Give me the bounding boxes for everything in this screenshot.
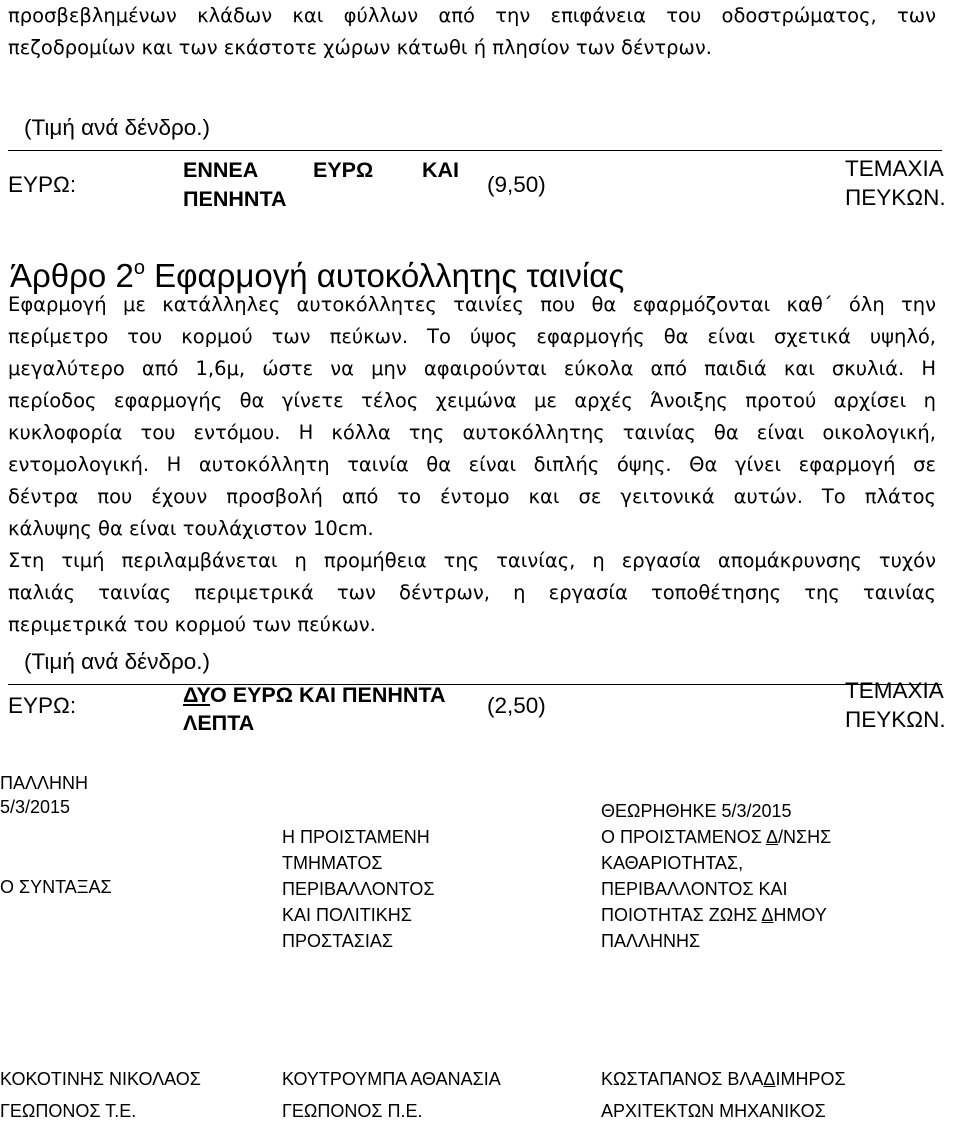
head-title-line: ΚΑΙ ΠΟΛΙΤΙΚΗΣ bbox=[282, 905, 412, 925]
author-role: ΓΕΩΠΟΝΟΣ Τ.Ε. bbox=[0, 1101, 137, 1121]
currency-label: ΕΥΡΩ: bbox=[8, 693, 77, 718]
article-line: μεγαλύτερο από 1,6μ, ώστε να μην αφαιρούνται εύκολα από παιδιά και σκυλιά. Η bbox=[8, 357, 936, 380]
intro-line-1: προσβεβλημένων κλάδων και φύλλων από την επιφάνεια του οδοστρώματος, των bbox=[8, 4, 936, 27]
article-line: κάλυψης θα είναι τουλάχιστον 10cm. bbox=[8, 517, 374, 540]
divider bbox=[8, 684, 942, 685]
intro-line-2: πεζοδρομίων και των εκάστοτε χώρων κάτωθι ή πλησίον των δέντρων. bbox=[8, 36, 712, 59]
director-title-line: Ο ΠΡΟΙΣΤΑΜΕΝΟΣ Δ/ΝΣΗΣ bbox=[601, 827, 832, 847]
price-note-line: Στη τιμή περιλαμβάνεται η προμήθεια της ταινίας, η εργασία απομάκρυνσης τυχόν bbox=[8, 549, 936, 572]
unit-line-2: ΠΕΥΚΩΝ. bbox=[845, 707, 946, 732]
amount-words-line-1: ΔΥΟ ΕΥΡΩ ΚΑΙ ΠΕΝΗΝΤΑ bbox=[183, 683, 446, 707]
article-line: κυκλοφορία του εντόμου. Η κόλλα της αυτοκόλλητης ταινίας θα είναι οικολογική, bbox=[8, 421, 936, 444]
amount-number: (9,50) bbox=[487, 172, 546, 197]
divider bbox=[8, 150, 942, 151]
head-title-line: ΠΕΡΙΒΑΛΛΟΝΤΟΣ bbox=[282, 879, 435, 899]
currency-label: ΕΥΡΩ: bbox=[8, 172, 77, 197]
director-title-line: ΠΑΛΛΗΝΗΣ bbox=[601, 931, 701, 951]
price-note-line: περιμετρικά του κορμού των πεύκων. bbox=[8, 613, 376, 636]
article-line: εντομολογική. Η αυτοκόλλητη ταινία θα είναι διπλής όψης. Θα γίνει εφαρμογή σε bbox=[8, 453, 936, 476]
director-role: ΑΡΧΙΤΕΚΤΩΝ ΜΗΧΑΝΙΚΟΣ bbox=[601, 1101, 826, 1121]
unit-line-1: ΤΕΜΑΧΙΑ bbox=[845, 678, 944, 703]
amount-words-line-2: ΛΕΠΤΑ bbox=[183, 711, 255, 735]
director-name: ΚΩΣΤΑΠΑΝΟΣ ΒΛΑΔΙΜΗΡΟΣ bbox=[601, 1069, 846, 1089]
author-title: Ο ΣΥΝΤΑΞΑΣ bbox=[0, 877, 112, 897]
head-title-line: ΤΜΗΜΑΤΟΣ bbox=[282, 853, 383, 873]
director-title-line: ΠΟΙΟΤΗΤΑΣ ΖΩΗΣ ΔΗΜΟΥ bbox=[601, 905, 827, 925]
head-name: ΚΟΥΤΡΟΥΜΠΑ ΑΘΑΝΑΣΙΑ bbox=[282, 1069, 501, 1089]
approval-note: ΘΕΩΡΗΘΗΚΕ 5/3/2015 bbox=[601, 801, 792, 821]
price-note-line: παλιάς ταινίας περιμετρικά των δέντρων, η εργασία τοποθέτησης της ταινίας bbox=[8, 581, 936, 604]
unit-line-2: ΠΕΥΚΩΝ. bbox=[845, 185, 946, 210]
price-per-unit: (Τιμή ανά δένδρο.) bbox=[24, 649, 211, 674]
amount-words-part-3: ΚΑΙ bbox=[422, 158, 460, 182]
article-line: περίμετρο του κορμού των πεύκων. Το ύψος εφαρμογής θα είναι σχετικά υψηλό, bbox=[8, 325, 936, 348]
head-title-line: ΠΡΟΣΤΑΣΙΑΣ bbox=[282, 931, 394, 951]
article-line: δέντρα που έχουν προσβολή από το έντομο και σε γειτονικά αυτών. Το πλάτος bbox=[8, 485, 936, 508]
amount-words-part-2: ΕΥΡΩ bbox=[313, 158, 374, 182]
head-title-line: Η ΠΡΟΙΣΤΑΜΕΝΗ bbox=[282, 827, 430, 847]
amount-number: (2,50) bbox=[487, 693, 546, 718]
director-title-line: ΚΑΘΑΡΙΟΤΗΤΑΣ, bbox=[601, 853, 744, 873]
date: 5/3/2015 bbox=[0, 797, 71, 817]
unit-line-1: ΤΕΜΑΧΙΑ bbox=[845, 156, 944, 181]
price-per-unit: (Τιμή ανά δένδρο.) bbox=[24, 115, 211, 140]
place-name: ΠΑΛΛΗΝΗ bbox=[0, 773, 89, 793]
article-heading: Άρθρο $2^o$ Εφαρμογή αυτοκόλλητης ταινίας bbox=[10, 257, 625, 294]
amount-words-part-1: ΕΝΝΕΑ bbox=[183, 158, 259, 182]
head-role: ΓΕΩΠΟΝΟΣ Π.Ε. bbox=[282, 1101, 423, 1121]
amount-words-line-2: ΠΕΝΗΝΤΑ bbox=[183, 187, 287, 211]
director-title-line: ΠΕΡΙΒΑΛΛΟΝΤΟΣ ΚΑΙ bbox=[601, 879, 788, 899]
author-name: ΚΟΚΟΤΙΝΗΣ ΝΙΚΟΛΑΟΣ bbox=[0, 1069, 201, 1089]
article-line: περίοδος εφαρμογής θα γίνετε τέλος χειμώνα με αρχές Άνοιξης προτού αρχίσει η bbox=[8, 389, 936, 412]
article-line: Εφαρμογή με κατάλληλες αυτοκόλλητες ταινίες που θα εφαρμόζονται καθ΄ όλη την bbox=[8, 293, 936, 316]
